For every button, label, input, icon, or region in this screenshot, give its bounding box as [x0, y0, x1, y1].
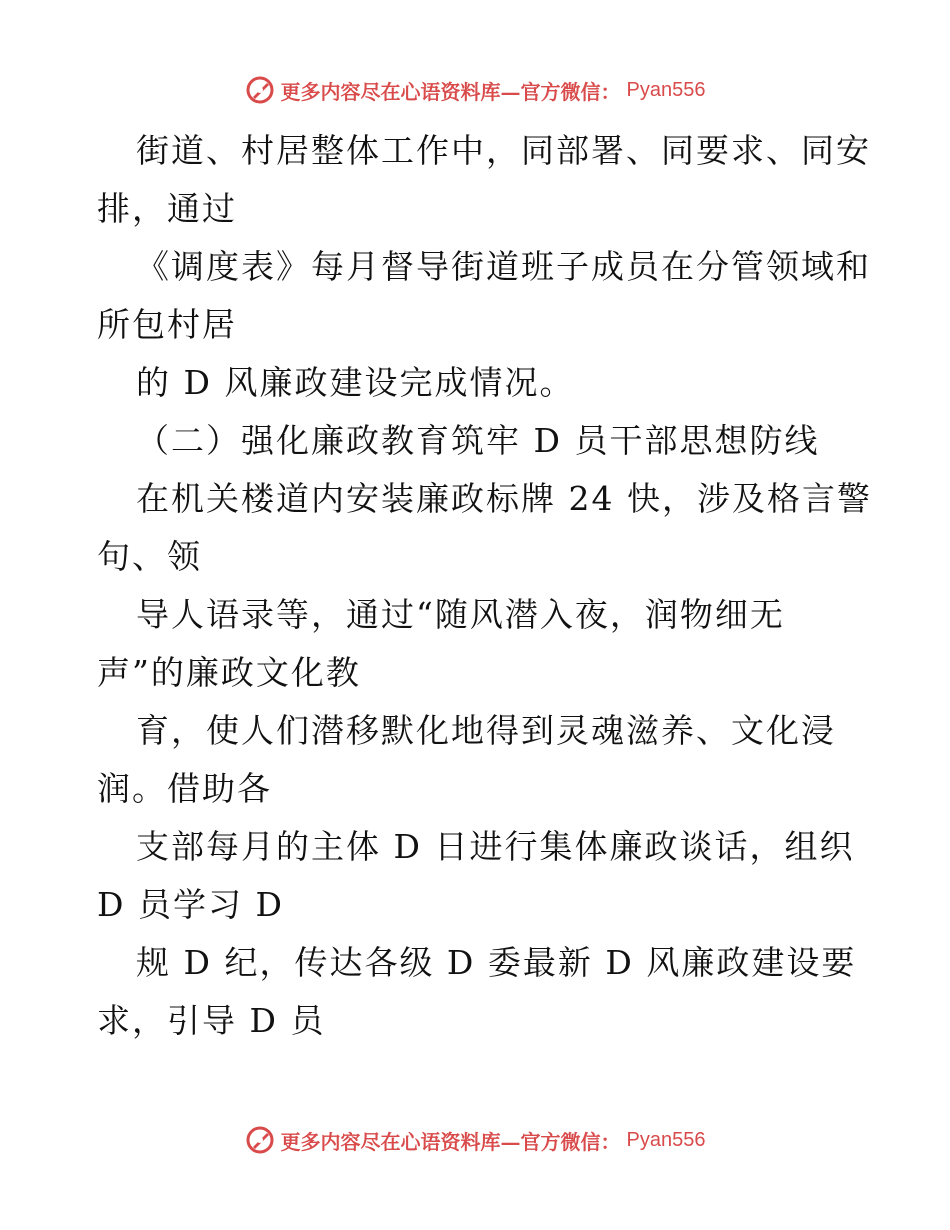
watermark-text: 更多内容尽在心语资料库—官方微信： [280, 79, 621, 104]
watermark-id: Pyan556 [626, 1128, 706, 1151]
text-line: 《调度表》每月督导街道班子成员在分管领域和 [136, 247, 871, 286]
header-watermark [0, 70, 950, 110]
text-line: 的 D 风廉政建设完成情况。 [136, 363, 575, 402]
watermark-text: 更多内容尽在心语资料库—官方微信： [280, 1129, 621, 1154]
text-line: 润。借助各 [97, 769, 272, 808]
watermark-id: Pyan556 [626, 78, 706, 101]
text-line: 声”的廉政文化教 [97, 653, 361, 692]
footer-watermark [0, 1120, 950, 1160]
text-line: 句、领 [97, 537, 202, 576]
text-line: 街道、村居整体工作中，同部署、同要求、同安 [136, 131, 871, 170]
text-line: 规 D 纪，传达各级 D 委最新 D 风廉政建设要 [136, 943, 857, 982]
text-line: 导人语录等，通过“随风潜入夜，润物细无 [136, 595, 785, 634]
text-line: 支部每月的主体 D 日进行集体廉政谈话，组织 [136, 827, 855, 866]
text-line: D 员学习 D [97, 885, 284, 924]
text-line: 求，引导 D 员 [97, 1001, 326, 1040]
text-line: 排，通过 [97, 189, 237, 228]
section-heading: （二）强化廉政教育筑牢 D 员干部思想防线 [136, 421, 820, 460]
text-line: 所包村居 [97, 305, 237, 344]
quill-seal-icon [245, 75, 275, 105]
document-body [97, 122, 872, 1050]
text-line: 在机关楼道内安装廉政标牌 24 快，涉及格言警 [136, 479, 872, 518]
text-line: 育，使人们潜移默化地得到灵魂滋养、文化浸 [136, 711, 836, 750]
quill-seal-icon [245, 1125, 275, 1155]
